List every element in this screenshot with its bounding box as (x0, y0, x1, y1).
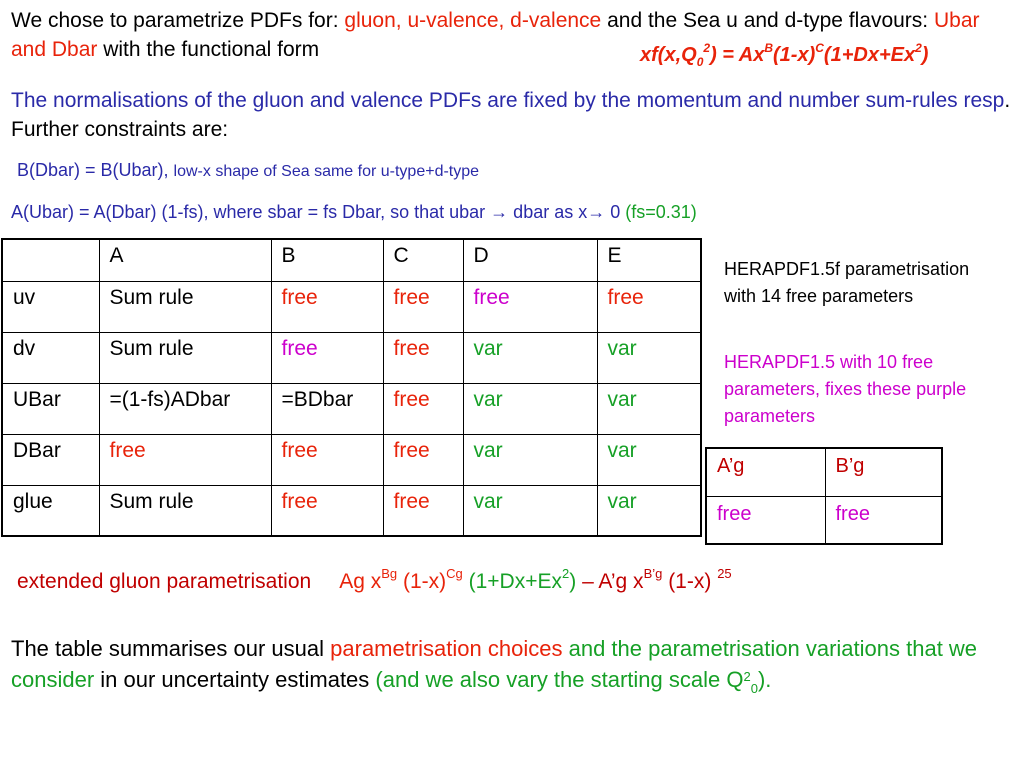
extended-gluon-line (17, 566, 732, 594)
ext-formula-part: ) (569, 570, 577, 593)
formula-sub: 0 (696, 55, 704, 69)
table-row (2, 332, 701, 383)
summary-text-1: The table summarises our usual (11, 636, 331, 661)
table-cell: free (706, 496, 825, 544)
table-cell: var (597, 383, 701, 434)
formula-sup: 2 (915, 41, 922, 55)
table-cell: =(1-fs)ADbar (99, 383, 271, 434)
table-cell: var (463, 485, 597, 536)
table-cell: Sum rule (99, 485, 271, 536)
table-header-row (2, 239, 701, 281)
table-header-row (706, 448, 942, 496)
formula-sup: 2 (703, 41, 711, 55)
table-row (2, 434, 701, 485)
functional-form-formula (640, 41, 929, 69)
table-row (2, 485, 701, 536)
table-cell: uv (2, 281, 99, 332)
table-cell: UBar (2, 383, 99, 434)
table-row (706, 496, 942, 544)
table-cell: free (271, 281, 383, 332)
summary-choices: parametrisation choices (330, 636, 563, 661)
ext-formula-sup: B’g (643, 566, 663, 581)
table-cell: var (597, 485, 701, 536)
ext-formula-part: Ag x (339, 570, 382, 593)
table-cell: free (271, 485, 383, 536)
summary-variations: and the parametrisation variations that we consider (11, 636, 978, 692)
table-cell: Sum rule (99, 332, 271, 383)
ext-formula-sup: Bg (381, 566, 398, 581)
table-header-cell: E (597, 239, 701, 281)
formula-part: (1+Dx+Ex (823, 44, 916, 66)
ext-formula-part: (1-x) (662, 570, 718, 593)
formula-part: (1-x) (773, 44, 816, 66)
formula-sup: C (815, 41, 824, 55)
summary-sup: 2 (743, 669, 751, 684)
table-cell: Sum rule (99, 281, 271, 332)
table-cell: glue (2, 485, 99, 536)
formula-sup: B (764, 41, 774, 55)
table-cell: var (463, 332, 597, 383)
constraint-a-equation: A(Ubar) = A(Dbar) (1-fs), where sbar = fs Dbar, so that ubar → dbar as x→ 0 (11, 202, 626, 222)
table-cell: free (383, 332, 463, 383)
ext-formula-part: (1-x) (397, 570, 447, 593)
intro-text-1: We chose to parametrize PDFs for: (11, 9, 345, 32)
ext-formula-sup: Cg (446, 566, 463, 581)
table-cell: dv (2, 332, 99, 383)
constraint-a (11, 202, 697, 223)
table-header-cell: A (99, 239, 271, 281)
ext-formula-sup: 25 (717, 566, 732, 581)
table-header-cell: C (383, 239, 463, 281)
table-cell: free (383, 434, 463, 485)
extended-gluon-label: extended gluon parametrisation (17, 570, 312, 593)
table-row (2, 281, 701, 332)
table-cell: free (99, 434, 271, 485)
normalisation-text: The normalisations of the gluon and valence PDFs are fixed by the momentum and number sum-rules resp (11, 89, 1005, 112)
formula-part: xf(x,Q (640, 44, 697, 66)
intro-sea-flavours: Ubar and Dbar (11, 9, 980, 61)
constraint-a-fs-value: (fs=0.31) (625, 202, 697, 222)
extended-gluon-table (705, 447, 943, 545)
table-cell: var (597, 332, 701, 383)
parametrisation-table (1, 238, 702, 537)
summary-end: ). (757, 667, 772, 692)
table-cell: =BDbar (271, 383, 383, 434)
constraint-b-equation: B(Dbar) = B(Ubar), (17, 160, 174, 180)
table-cell: var (463, 383, 597, 434)
table-cell: var (597, 434, 701, 485)
table-cell: free (463, 281, 597, 332)
herapdf15f-note: HERAPDF1.5f parametrisation with 14 free parameters (724, 259, 970, 306)
table-cell: var (463, 434, 597, 485)
table-header-cell: D (463, 239, 597, 281)
constraint-b (17, 160, 479, 181)
table-cell: free (825, 496, 942, 544)
table-header-cell: A’g (706, 448, 825, 496)
table-cell: free (597, 281, 701, 332)
ext-formula-part: – A’g x (576, 570, 644, 593)
table-cell: free (383, 485, 463, 536)
formula-part: ) = Ax (710, 44, 765, 66)
table-cell: DBar (2, 434, 99, 485)
constraint-b-explanation: low-x shape of Sea same for u-type+d-type (173, 163, 480, 180)
summary-text-4: in our uncertainty estimates (94, 667, 376, 692)
intro-text-3: and the Sea u and d-type flavours: (601, 9, 934, 32)
ext-formula-part: (1+Dx+Ex (462, 570, 562, 593)
table-row (2, 383, 701, 434)
ext-formula-sup: 2 (562, 566, 570, 581)
summary-sub: 0 (750, 681, 758, 696)
table-cell: free (271, 332, 383, 383)
table-cell: free (383, 383, 463, 434)
table-header-cell (2, 239, 99, 281)
summary-scale: (and we also vary the starting scale Q (375, 667, 744, 692)
intro-pdf-list: gluon, u-valence, d-valence (344, 9, 602, 32)
table-header-cell: B (271, 239, 383, 281)
herapdf15-note: HERAPDF1.5 with 10 free parameters, fixes these purple parameters (724, 352, 967, 426)
table-header-cell: B’g (825, 448, 942, 496)
constraints-intro: . Further constraints are: (11, 89, 1011, 141)
intro-text-5: with the functional form (97, 38, 320, 61)
table-cell: free (383, 281, 463, 332)
summary-paragraph (11, 633, 1011, 698)
formula-part: ) (921, 44, 929, 66)
table-cell: free (271, 434, 383, 485)
normalisation-paragraph (11, 86, 1011, 144)
